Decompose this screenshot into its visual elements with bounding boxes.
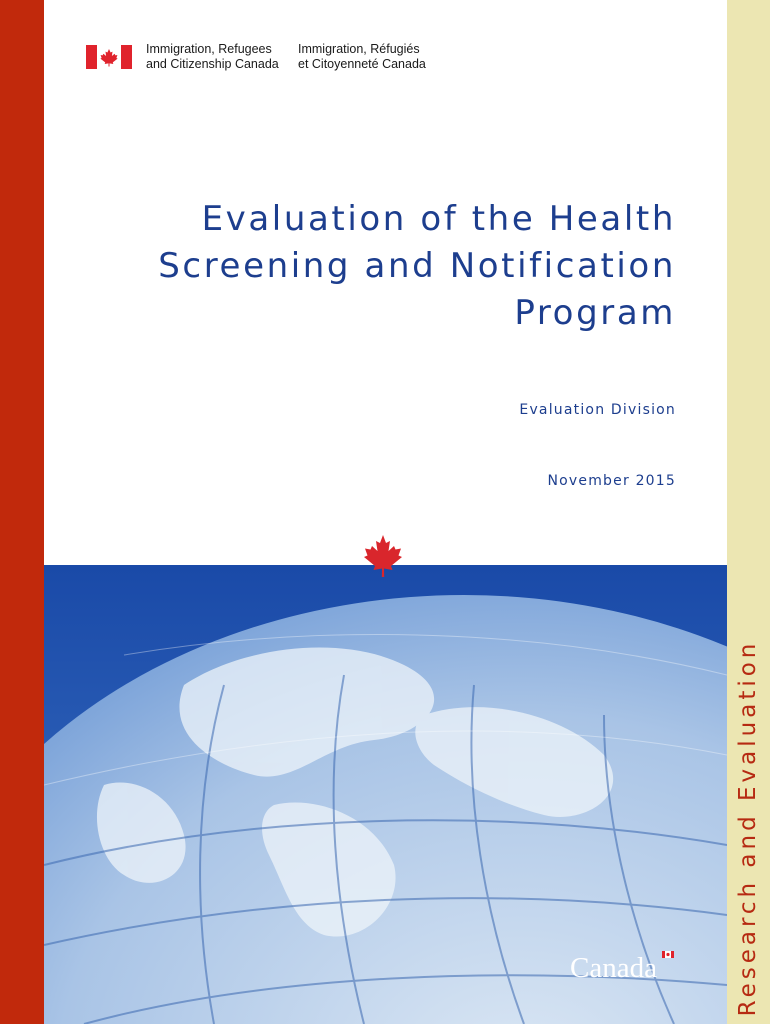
department-fr-line: et Citoyenneté Canada: [298, 57, 426, 71]
department-en-line: and Citizenship Canada: [146, 57, 279, 71]
title-line: Program: [514, 293, 676, 333]
document-title: [116, 196, 676, 337]
maple-leaf-icon: [360, 533, 406, 579]
wordmark-flag-icon: [662, 951, 674, 958]
sidebar-label: Research and Evaluation: [735, 639, 761, 1017]
title-line: Screening and Notification: [158, 246, 676, 286]
title-line: Evaluation of the Health: [201, 199, 676, 239]
division-name: Evaluation Division: [519, 402, 676, 418]
department-name-english: [146, 42, 296, 72]
publication-date: November 2015: [547, 473, 676, 489]
canada-flag-icon: [86, 45, 132, 69]
left-accent-bar: [0, 0, 44, 1024]
department-name-french: [298, 42, 426, 72]
department-fr-line: Immigration, Réfugiés: [298, 42, 420, 56]
department-en-line: Immigration, Refugees: [146, 42, 272, 56]
sidebar-label-container: [727, 0, 770, 1024]
department-signature: [86, 42, 426, 74]
canada-wordmark: Canada: [570, 952, 657, 984]
